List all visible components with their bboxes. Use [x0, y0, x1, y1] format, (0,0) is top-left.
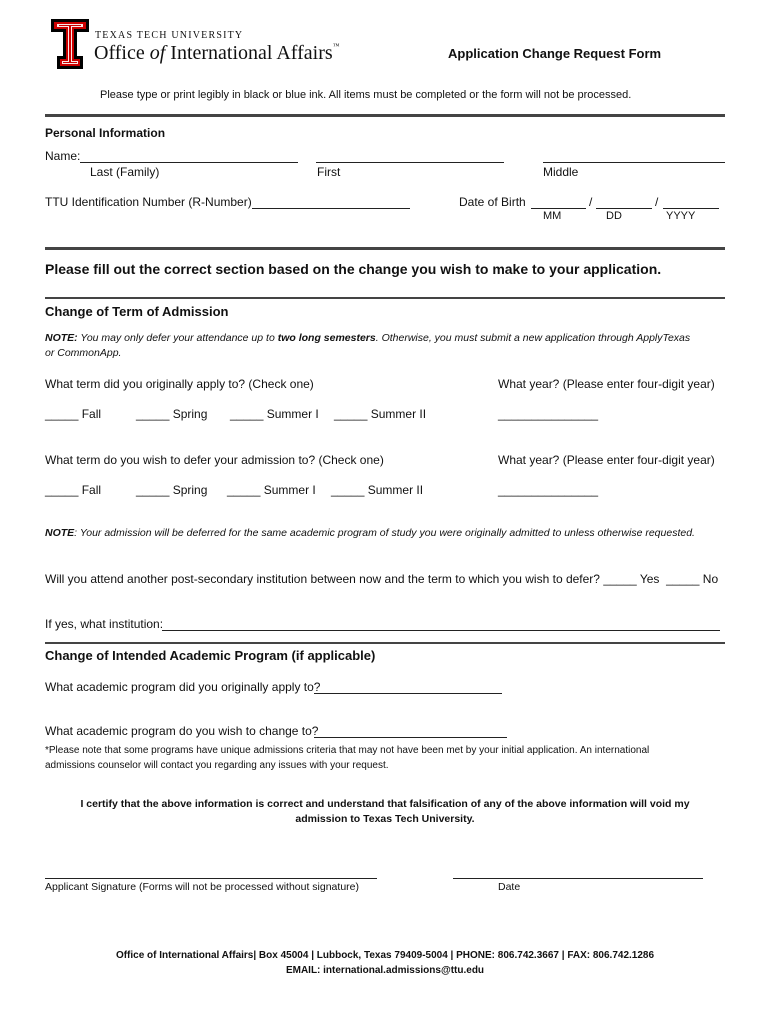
trademark: ™ — [332, 42, 340, 50]
first-label: First — [317, 165, 341, 179]
institution-label: If yes, what institution: — [45, 617, 164, 631]
footer-contact: Office of International Affairs| Box 45004 | Lubbock, Texas 79409-5004 | PHONE: 806.742.3667 | FAX: 806.742.1286 — [115, 950, 655, 961]
last-label: Last (Family) — [90, 165, 160, 179]
form-title: Application Change Request Form — [448, 46, 662, 61]
ttu-logo — [50, 18, 90, 70]
office-title: International Affairs — [170, 42, 333, 64]
instructions: Please type or print legibly in black or blue ink. All items must be completed or the form will not be processed. — [100, 89, 632, 101]
orig-year-field[interactable]: _______________ — [498, 407, 599, 421]
footer-email[interactable]: EMAIL: international.admissions@ttu.edu — [285, 965, 485, 976]
last-name-field[interactable] — [80, 150, 298, 163]
defer-spring-option[interactable]: _____ Spring — [136, 483, 208, 497]
term-note — [45, 332, 690, 344]
attend-yes-field[interactable]: _____ — [603, 572, 637, 586]
note-text: . Otherwise, you must submit a new application through ApplyTexas — [375, 332, 691, 344]
attend-yes-label: Yes — [639, 572, 660, 586]
note-text: You may only defer your attendance up to — [77, 332, 278, 344]
dob-label: Date of Birth — [459, 195, 526, 209]
term-note-line2: or CommonApp. — [45, 347, 122, 359]
dob-year-field[interactable] — [663, 196, 719, 209]
defer-fall-option[interactable]: _____ Fall — [45, 483, 102, 497]
orig-summer1-option[interactable]: _____ Summer I — [230, 407, 319, 421]
certification-text: I certify that the above information is correct and understand that falsification of any of the above information will void my — [80, 798, 690, 810]
program-heading: Change of Intended Academic Program (if applicable) — [45, 648, 376, 663]
divider — [45, 114, 725, 117]
divider — [45, 297, 725, 299]
institution-field[interactable] — [162, 618, 720, 631]
note-text: : Your admission will be deferred for the same academic program of study you were originally admitted to unless otherwise requested. — [74, 527, 695, 539]
middle-label: Middle — [543, 165, 579, 179]
certification-text-line2: admission to Texas Tech University. — [295, 813, 475, 825]
name-label: Name: — [45, 149, 81, 163]
orig-term-question: What term did you originally apply to? (Check one) — [45, 377, 314, 391]
term-heading: Change of Term of Admission — [45, 304, 229, 319]
dob-month-field[interactable] — [531, 196, 586, 209]
dd-label: DD — [606, 210, 622, 222]
university-name: TEXAS TECH UNIVERSITY — [95, 30, 244, 41]
defer-year-field[interactable]: _______________ — [498, 483, 599, 497]
attend-no-label: No — [702, 572, 719, 586]
mm-label: MM — [543, 210, 562, 222]
orig-program-field[interactable] — [314, 681, 502, 694]
middle-name-field[interactable] — [543, 150, 725, 163]
orig-program-question: What academic program did you originally apply to? — [45, 680, 321, 694]
double-t-icon — [50, 18, 90, 70]
deferral-note — [45, 527, 695, 539]
dob-slash: / — [589, 195, 593, 209]
note-bold: two long semesters — [277, 332, 376, 344]
orig-summer2-option[interactable]: _____ Summer II — [334, 407, 427, 421]
divider — [45, 247, 725, 250]
office-name — [94, 42, 340, 65]
section-banner: Please fill out the correct section based on the change you wish to make to your application. — [45, 261, 662, 277]
date-label: Date — [498, 881, 521, 893]
personal-heading: Personal Information — [45, 126, 166, 140]
attend-question: Will you attend another post-secondary institution between now and the term to which you wish to defer? — [45, 572, 600, 586]
signature-field[interactable] — [45, 866, 377, 879]
date-field[interactable] — [453, 866, 703, 879]
office-prefix: Office — [94, 42, 145, 64]
ttu-id-label: TTU Identification Number (R-Number) — [45, 195, 252, 209]
office-of: of — [149, 42, 166, 64]
attend-no-field[interactable]: _____ — [666, 572, 700, 586]
orig-fall-option[interactable]: _____ Fall — [45, 407, 102, 421]
defer-year-question: What year? (Please enter four-digit year) — [498, 453, 715, 467]
note-label: NOTE: — [45, 332, 78, 344]
ttu-id-field[interactable] — [252, 196, 410, 209]
new-program-question: What academic program do you wish to change to? — [45, 724, 319, 738]
program-footnote: *Please note that some programs have unique admissions criteria that may not have been met by your initial application. An international — [45, 745, 650, 756]
divider — [45, 642, 725, 644]
new-program-field[interactable] — [314, 725, 507, 738]
attend-question-row — [45, 572, 718, 586]
note-label: NOTE — [45, 527, 75, 539]
defer-summer2-option[interactable]: _____ Summer II — [331, 483, 424, 497]
dob-slash: / — [655, 195, 659, 209]
dob-day-field[interactable] — [596, 196, 652, 209]
defer-term-question: What term do you wish to defer your admission to? (Check one) — [45, 453, 384, 467]
signature-label: Applicant Signature (Forms will not be processed without signature) — [45, 881, 359, 893]
first-name-field[interactable] — [316, 150, 504, 163]
defer-summer1-option[interactable]: _____ Summer I — [227, 483, 316, 497]
yyyy-label: YYYY — [666, 210, 696, 222]
orig-spring-option[interactable]: _____ Spring — [136, 407, 208, 421]
orig-year-question: What year? (Please enter four-digit year) — [498, 377, 715, 391]
program-footnote-line2: admissions counselor will contact you regarding any issues with your request. — [45, 760, 389, 771]
